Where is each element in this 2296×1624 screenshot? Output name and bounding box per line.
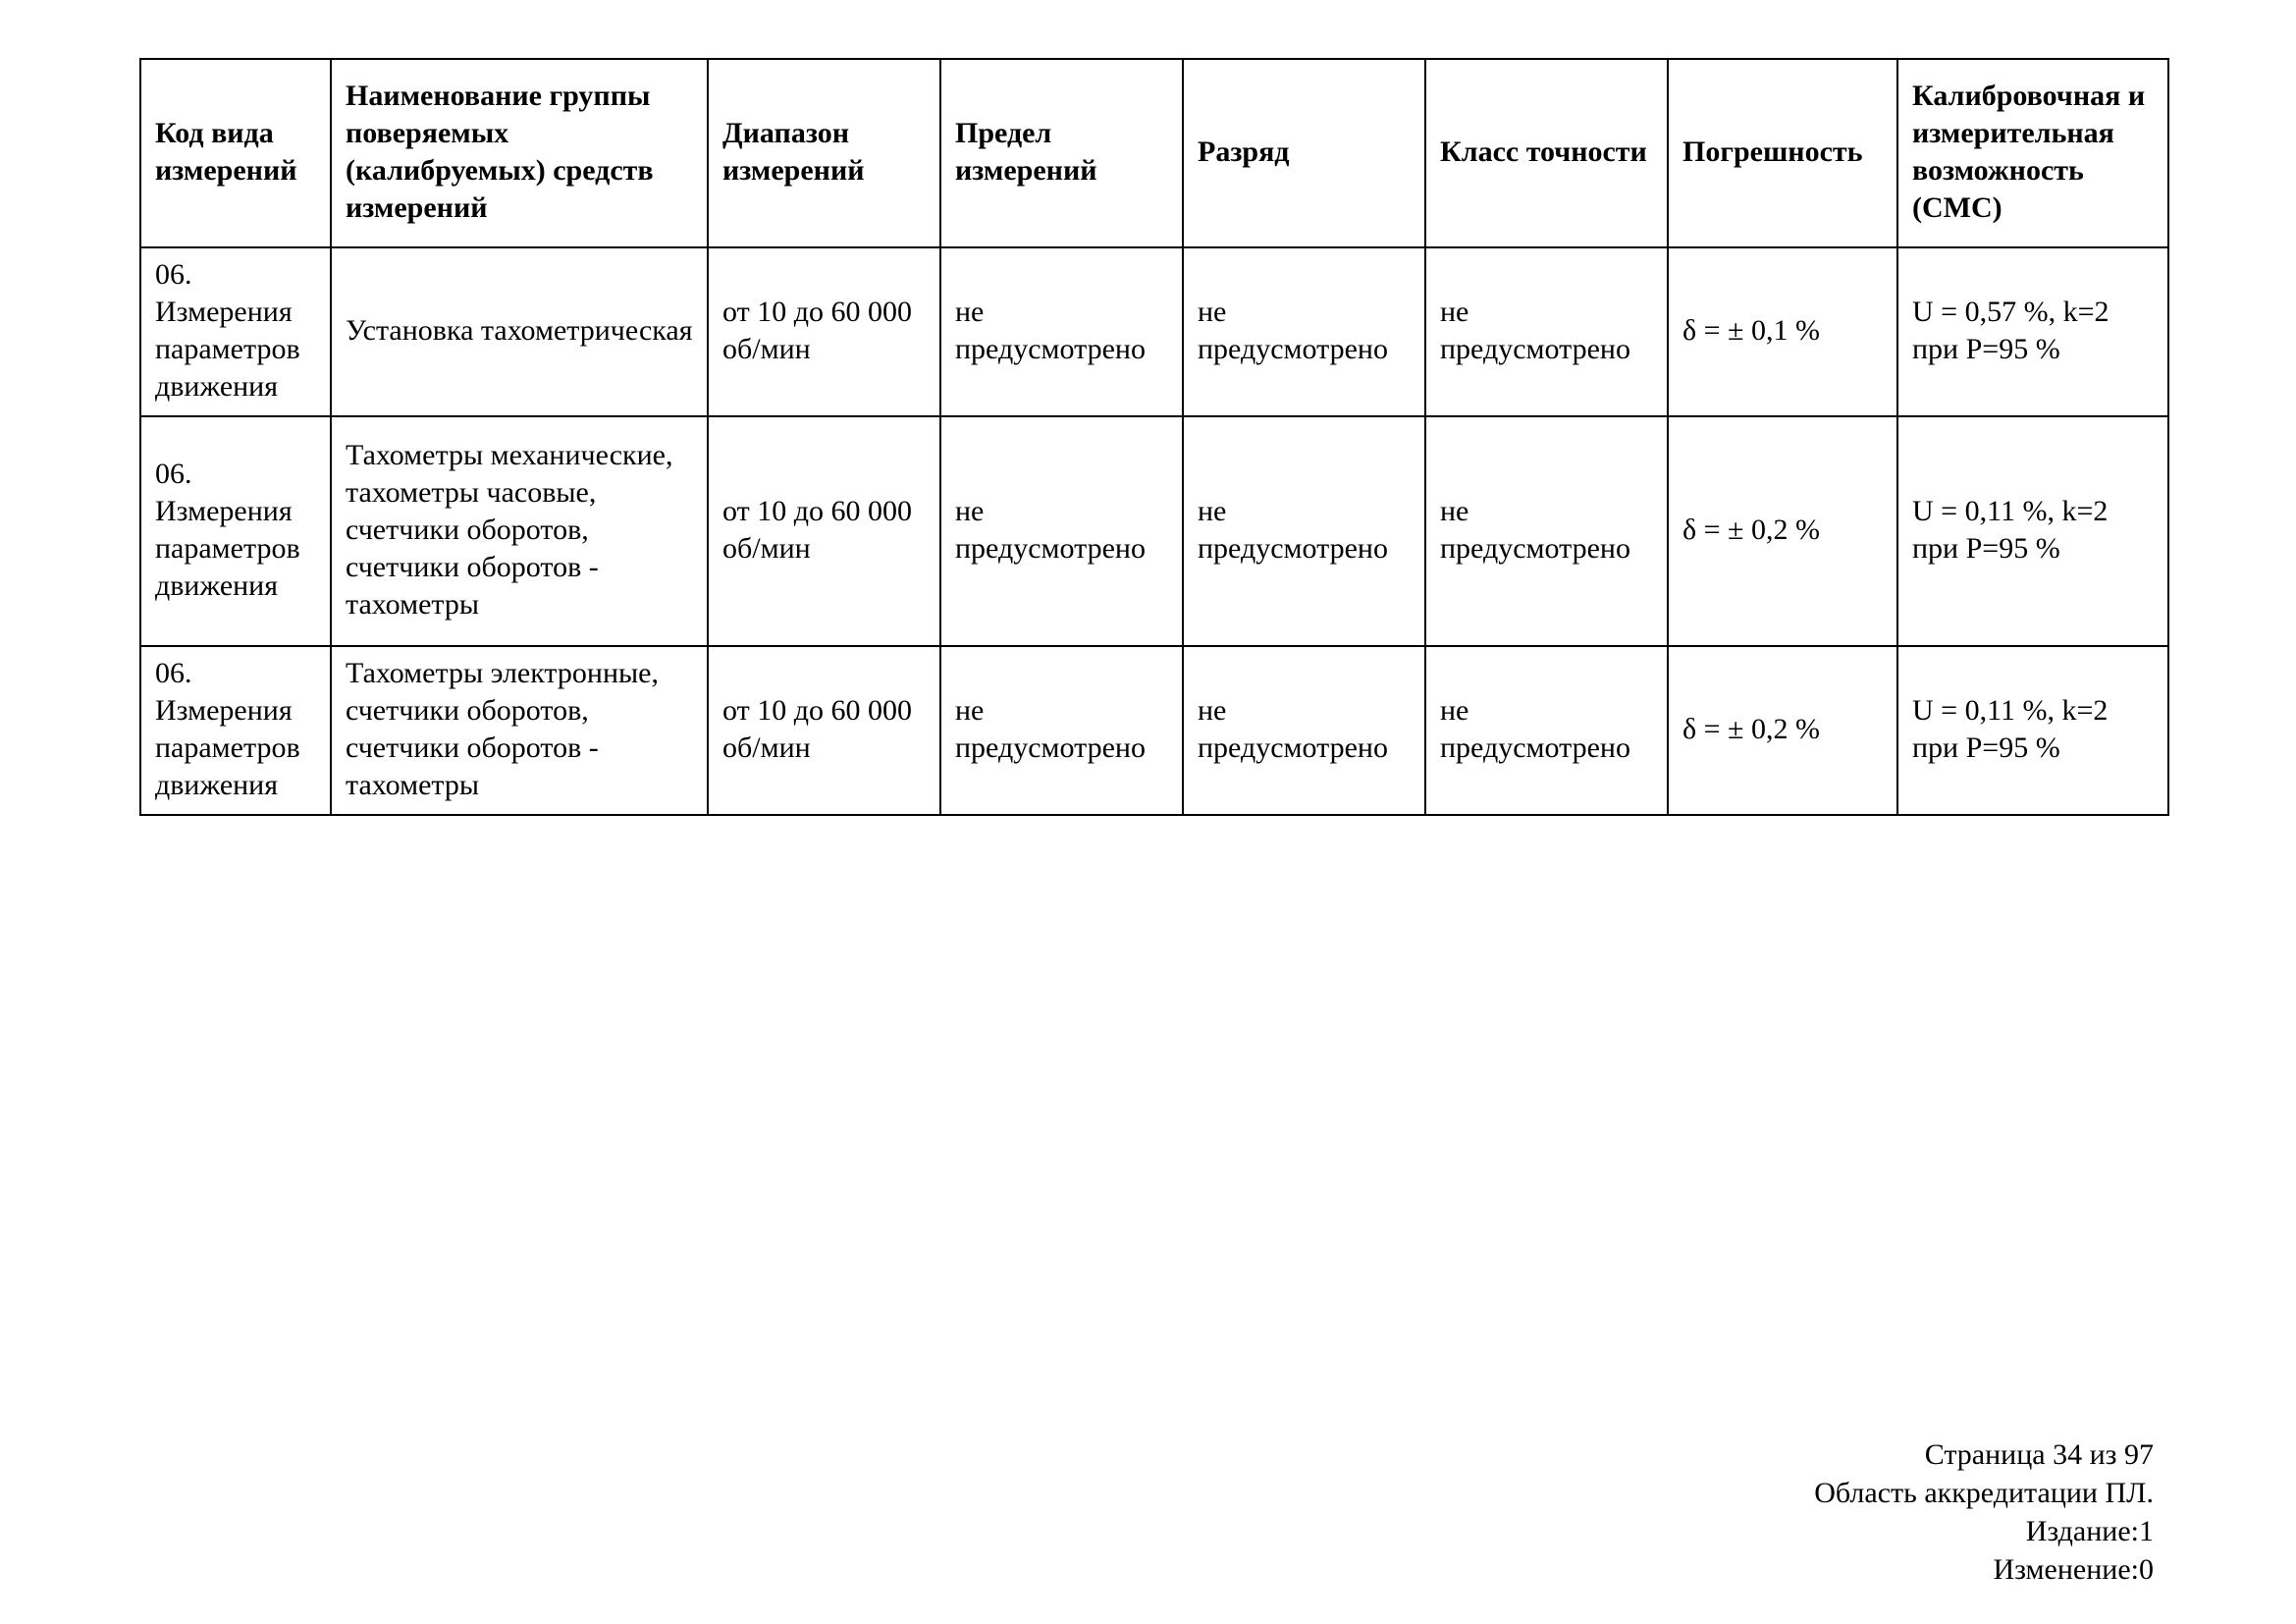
page-number: Страница 34 из 97 [1924, 1438, 2154, 1471]
cell-accuracy-class: не предусмотрено [1425, 416, 1668, 646]
cell-range: от 10 до 60 000 об/мин [708, 416, 940, 646]
header-grade: Разряд [1183, 59, 1425, 247]
header-cmc: Калибровочная и измерительная возможность (CMC) [1897, 59, 2168, 247]
cell-name: Установка тахометрическая [331, 247, 708, 416]
header-name: Наименование группы поверяемых (калибруемых) средств измерений [331, 59, 708, 247]
header-limit: Предел измерений [940, 59, 1183, 247]
cell-range: от 10 до 60 000 об/мин [708, 247, 940, 416]
table-row [140, 247, 2168, 416]
accreditation-scope-table [139, 58, 2169, 816]
cell-grade: не предусмотрено [1183, 646, 1425, 815]
cell-accuracy-class: не предусмотрено [1425, 646, 1668, 815]
cell-cmc: U = 0,11 %, k=2 при P=95 % [1897, 646, 2168, 815]
cell-code: 06. Измерения параметров движения [140, 416, 331, 646]
cell-grade: не предусмотрено [1183, 416, 1425, 646]
cell-limit: не предусмотрено [940, 416, 1183, 646]
cell-accuracy-class: не предусмотрено [1425, 247, 1668, 416]
document-scope-title: Область аккредитации ПЛ. [1814, 1477, 2154, 1509]
cell-code: 06. Измерения параметров движения [140, 646, 331, 815]
cell-limit: не предусмотрено [940, 247, 1183, 416]
cell-name: Тахометры механические, тахометры часовые, счетчики оборотов, счетчики оборотов - тахометры [331, 416, 708, 646]
cell-cmc: U = 0,57 %, k=2 при P=95 % [1897, 247, 2168, 416]
table-row [140, 416, 2168, 646]
table-row [140, 646, 2168, 815]
header-accuracy-class: Класс точности [1425, 59, 1668, 247]
revision-number: Изменение:0 [1993, 1553, 2154, 1586]
cell-error: δ = ± 0,1 % [1668, 247, 1897, 416]
cell-range: от 10 до 60 000 об/мин [708, 646, 940, 815]
cell-error: δ = ± 0,2 % [1668, 416, 1897, 646]
cell-code: 06. Измерения параметров движения [140, 247, 331, 416]
edition-number: Издание:1 [2025, 1515, 2154, 1547]
cell-grade: не предусмотрено [1183, 247, 1425, 416]
header-code: Код вида измерений [140, 59, 331, 247]
cell-error: δ = ± 0,2 % [1668, 646, 1897, 815]
cell-cmc: U = 0,11 %, k=2 при P=95 % [1897, 416, 2168, 646]
header-range: Диапазон измерений [708, 59, 940, 247]
header-error: Погрешность [1668, 59, 1897, 247]
cell-limit: не предусмотрено [940, 646, 1183, 815]
cell-name: Тахометры электронные, счетчики оборотов, счетчики оборотов - тахометры [331, 646, 708, 815]
table-header-row [140, 59, 2168, 247]
page-footer [1814, 1435, 2154, 1589]
